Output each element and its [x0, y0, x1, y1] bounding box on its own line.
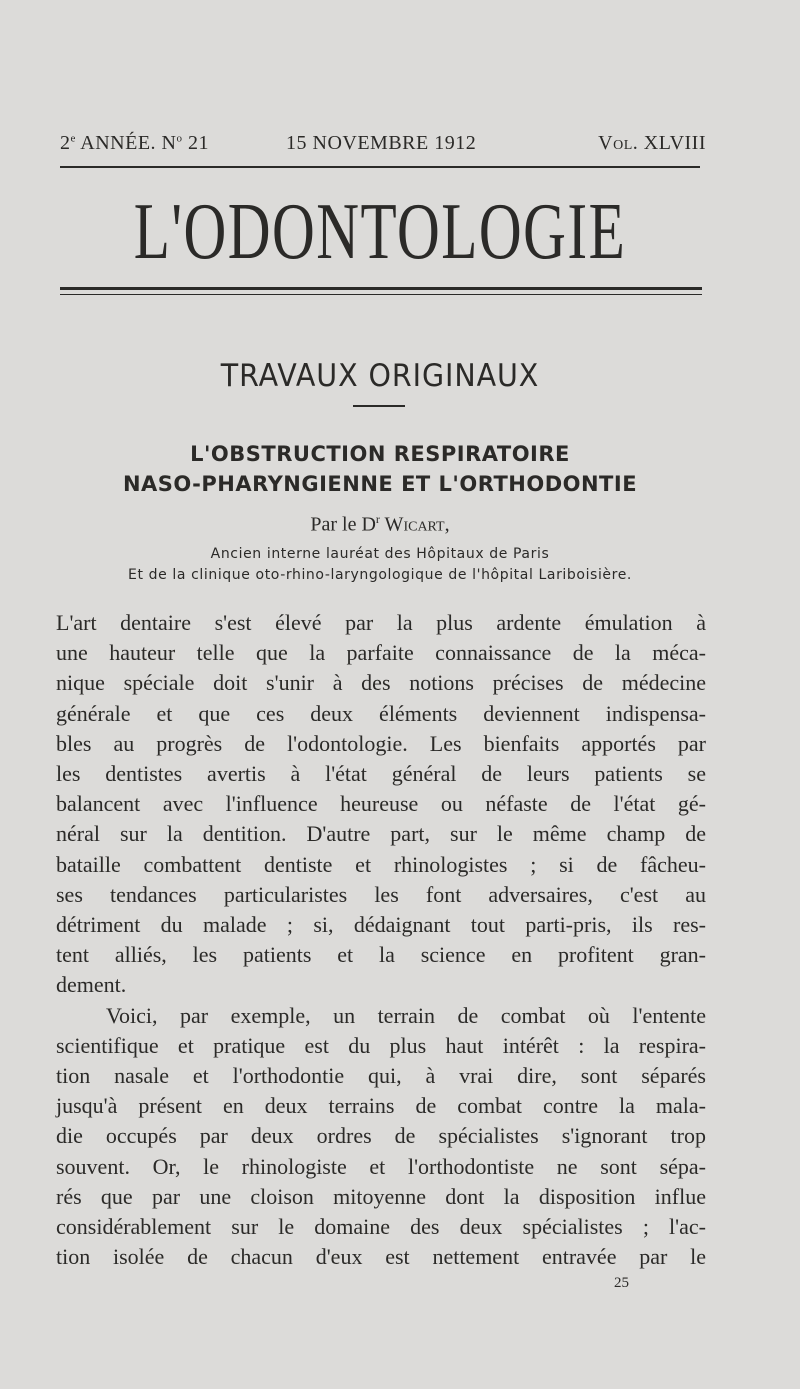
issue-number — [60, 132, 209, 155]
article-author — [0, 512, 760, 537]
section-title: TRAVAUX ORIGINAUX — [220, 358, 540, 394]
issue-year: 2 — [60, 132, 71, 154]
article-title-line-2: NASO-PHARYNGIENNE ET L'ORTHODONTIE — [122, 472, 638, 496]
body-line: détriment du malade ; si, dédaignant tout parti-pris, ils res- — [56, 912, 706, 938]
issue-date: 15 NOVEMBRE 1912 — [286, 132, 477, 154]
body-line: bles au progrès de l'odontologie. Les bienfaits apportés par — [56, 730, 706, 756]
issue-no-sup: o — [176, 132, 183, 145]
body-line: tion nasale et l'orthodontie qui, à vrai dire, sont séparés — [56, 1063, 706, 1089]
issue-num: 21 — [182, 132, 209, 154]
body-line: ses tendances particularistes les font adversaires, c'est au — [56, 881, 706, 907]
body-line: nique spéciale doit s'unir à des notions précises de médecine — [56, 670, 706, 696]
author-affiliation-1: Ancien interne lauréat des Hôpitaux de Paris — [210, 546, 550, 562]
body-line: considérablement sur le domaine des deux spécialistes ; l'ac- — [56, 1214, 706, 1240]
body-line: néral sur la dentition. D'autre part, sur le même champ de — [56, 821, 706, 847]
issue-year-sup: e — [70, 132, 76, 145]
author-affiliation-2: Et de la clinique oto-rhino-laryngologique de l'hôpital Lariboisière. — [128, 567, 632, 583]
section-divider — [353, 405, 405, 407]
body-line: tent alliés, les patients et la science en profitent gran- — [56, 942, 706, 968]
body-line: die occupés par deux ordres de spécialistes s'ignorant trop — [56, 1123, 706, 1149]
body-line: rés que par une cloison mitoyenne dont la disposition influe — [56, 1183, 706, 1209]
body-line: bataille combattent dentiste et rhinologistes ; si de fâcheu- — [56, 851, 706, 877]
body-line: balancent avec l'influence heureuse ou néfaste de l'état gé- — [56, 791, 706, 817]
volume-number: Vol. XLVIII — [598, 132, 706, 154]
title-rule-thick — [60, 287, 702, 290]
author-prefix: Par le D — [310, 513, 376, 536]
body-line: scientifique et pratique est du plus haut intérêt : la respira- — [56, 1032, 706, 1058]
body-line: une hauteur telle que la parfaite connaissance de la méca- — [56, 640, 706, 666]
header-rule — [60, 166, 700, 168]
title-rule-thin — [60, 294, 702, 295]
page-number: 25 — [614, 1275, 629, 1291]
body-line: Voici, par exemple, un terrain de combat où l'entente — [106, 1002, 706, 1028]
issue-annee: ANNÉE. N — [75, 132, 177, 154]
body-line: souvent. Or, le rhinologiste et l'orthodontiste ne sont sépa- — [56, 1153, 706, 1179]
body-line: L'art dentaire s'est élevé par la plus ardente émulation à — [56, 610, 706, 635]
body-line: dement. — [56, 972, 127, 998]
journal-title: L'ODONTOLOGIE — [133, 188, 627, 276]
body-line: générale et que ces deux éléments deviennent indispensa- — [56, 700, 706, 726]
body-line: les dentistes avertis à l'état général de leurs patients se — [56, 761, 706, 787]
article-title-line-1: L'OBSTRUCTION RESPIRATOIRE — [190, 442, 570, 466]
body-line: jusqu'à présent en deux terrains de combat contre la mala- — [56, 1093, 706, 1119]
body-line: tion isolée de chacun d'eux est nettement entravée par le — [56, 1244, 706, 1270]
author-name: Wicart, — [379, 513, 450, 536]
author-sup: r — [375, 512, 380, 526]
article-body — [56, 608, 706, 1272]
